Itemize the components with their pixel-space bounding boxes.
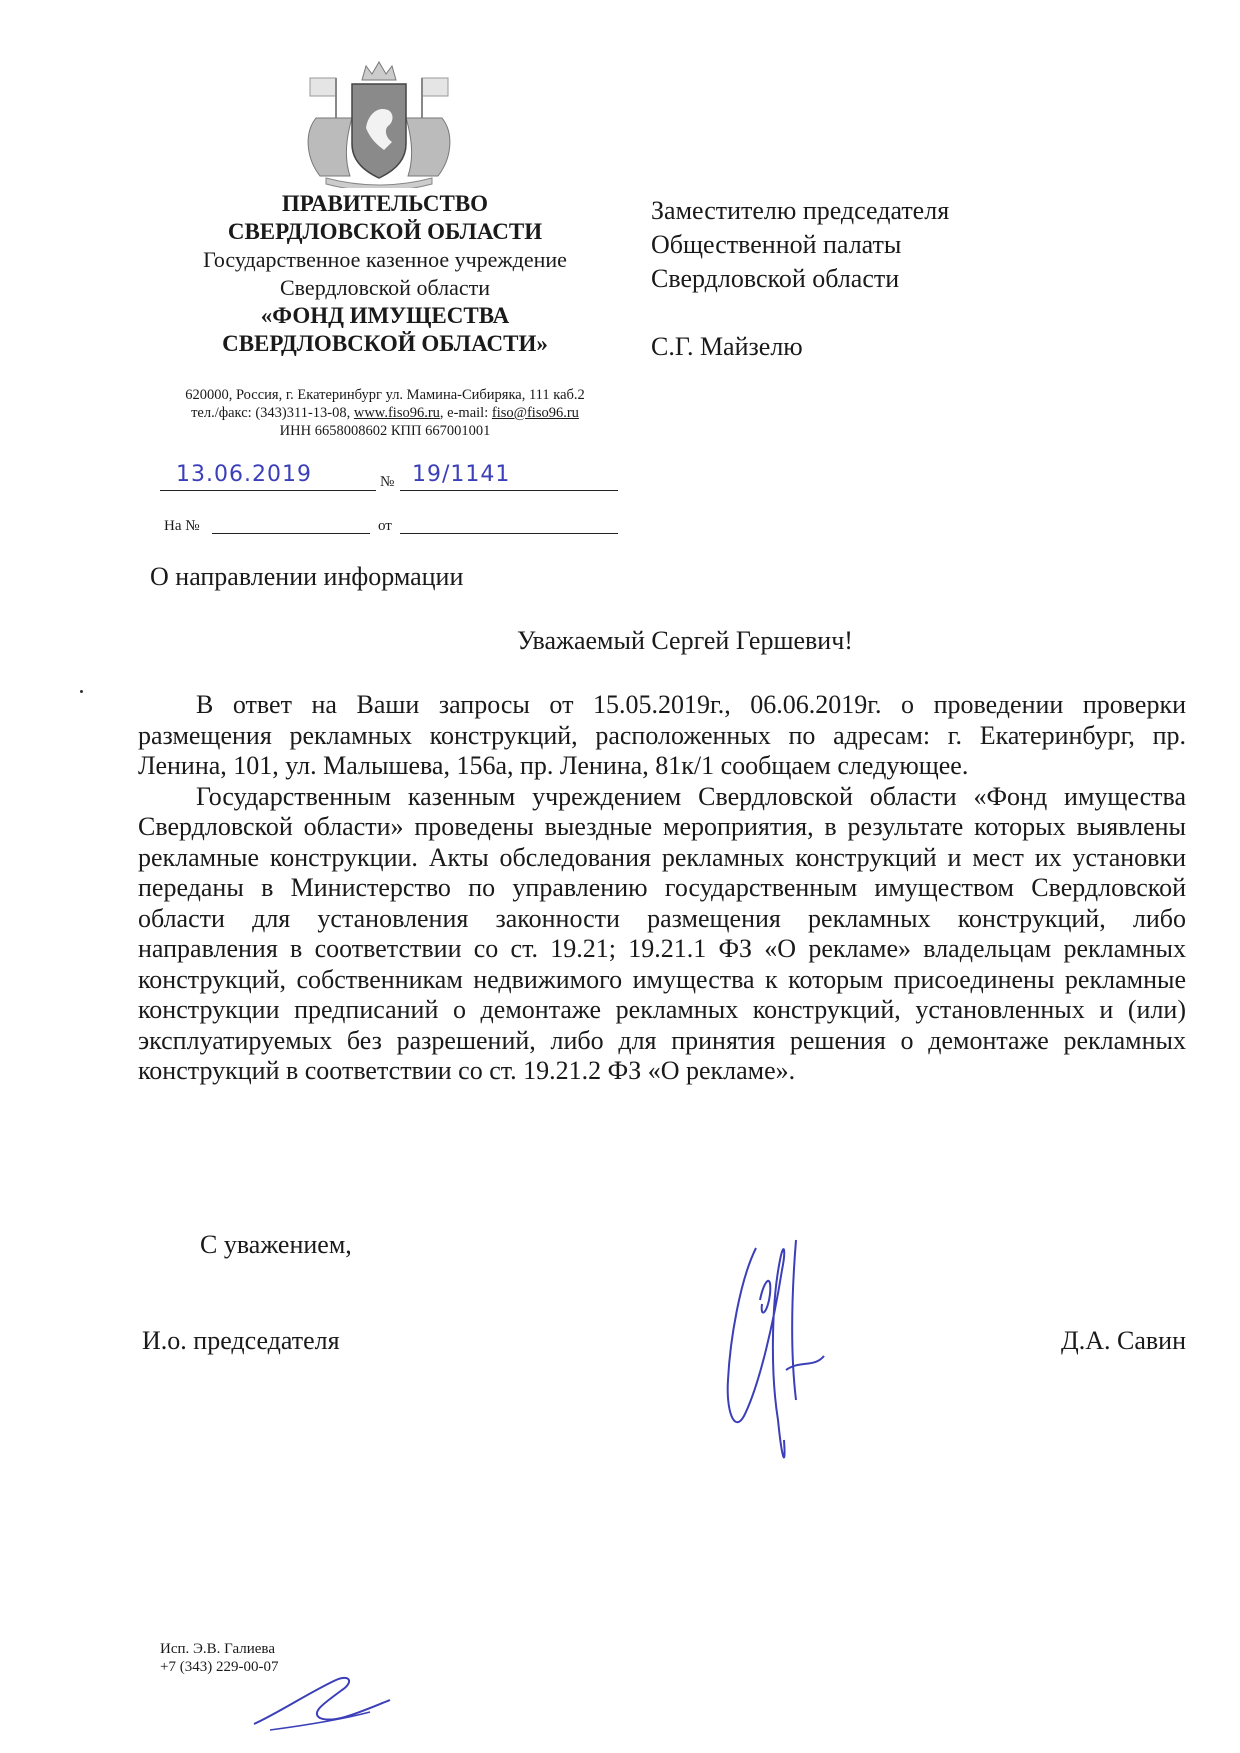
registration-number: 19/1141 — [412, 462, 511, 487]
body-paragraph-1: В ответ на Ваши запросы от 15.05.2019г., 06.06.2019г. о проведении проверки размещения рекламных конструкций, расположенных по адресам: г. Екатеринбург, пр. Ленина, 101, ул. Малышева, 156а, пр. Ленина, 81к/1 сообщаем следующее. — [138, 690, 1186, 780]
executor-info — [160, 1640, 278, 1676]
phone-line — [140, 404, 630, 422]
date-underline — [160, 490, 376, 491]
signer-position: И.о. председателя — [142, 1326, 340, 1355]
reply-to-underline — [212, 533, 370, 534]
institution-type-line1: Государственное казенное учреждение — [203, 247, 567, 272]
website-link[interactable]: www.fiso96.ru — [353, 405, 440, 421]
signer-name: Д.А. Савин — [1061, 1326, 1186, 1355]
letter-body — [138, 690, 1186, 1087]
greeting: Уважаемый Сергей Гершевич! — [517, 626, 853, 655]
institution-name-line2: СВЕРДЛОВСКОЙ ОБЛАСТИ» — [222, 331, 548, 356]
registration-date: 13.06.2019 — [176, 462, 312, 487]
government-name-line1: ПРАВИТЕЛЬСТВО — [281, 191, 489, 216]
phone-text: тел./факс: (343)311-13-08, — [191, 405, 354, 421]
scan-speck — [80, 690, 83, 693]
letter-subject: О направлении информации — [150, 562, 464, 591]
addressee-line1: Заместителю председателя — [651, 196, 950, 225]
addressee-name: С.Г. Майзелю — [651, 332, 803, 361]
email-label: , e-mail: — [439, 405, 492, 421]
letterhead-contacts — [140, 386, 630, 440]
number-label: № — [380, 474, 395, 490]
signature-image — [700, 1220, 860, 1480]
executor-initials-signature — [250, 1672, 400, 1734]
addressee — [651, 194, 949, 296]
executor-name: Исп. Э.В. Галиева — [160, 1641, 275, 1657]
number-underline — [400, 490, 618, 491]
government-name-line2: СВЕРДЛОВСКОЙ ОБЛАСТИ — [227, 219, 543, 244]
addressee-line2: Общественной палаты — [651, 230, 902, 259]
email-link[interactable]: fiso@fiso96.ru — [491, 405, 579, 421]
regards: С уважением, — [200, 1230, 352, 1259]
letterhead — [140, 190, 630, 358]
address-line: 620000, Россия, г. Екатеринбург ул. Мамина-Сибиряка, 111 каб.2 — [185, 387, 585, 403]
from-underline — [400, 533, 618, 534]
from-label: от — [378, 518, 392, 534]
tax-ids: ИНН 6658008602 КПП 667001001 — [279, 423, 491, 439]
reply-to-label: На № — [164, 518, 200, 534]
institution-name-line1: «ФОНД ИМУЩЕСТВА — [260, 303, 510, 328]
coat-of-arms-icon — [296, 58, 462, 188]
addressee-line3: Свердловской области — [651, 264, 900, 293]
institution-type-line2: Свердловской области — [280, 275, 490, 300]
body-paragraph-2: Государственным казенным учреждением Свердловской области «Фонд имущества Свердловской области» проведены выездные мероприятия, в результате которых выявлены рекламные конструкции. Акты обследования рекламных конструкций и мест их установки переданы в Министерство по управлению государственным имуществом Свердловской области для установления законности размещения рекламных конструкций, либо направления в соответствии со ст. 19.21; 19.21.1 ФЗ «О рекламе» владельцам рекламных конструкций, собственникам недвижимого имущества к которым присоединены рекламные конструкции предписаний о демонтаже рекламных конструкций, установленных и (или) эксплуатируемых без разрешений, либо для принятия решения о демонтаже рекламных конструкций в соответствии со ст. 19.21.2 ФЗ «О рекламе». — [138, 781, 1186, 1085]
executor-phone: +7 (343) 229-00-07 — [160, 1659, 279, 1675]
